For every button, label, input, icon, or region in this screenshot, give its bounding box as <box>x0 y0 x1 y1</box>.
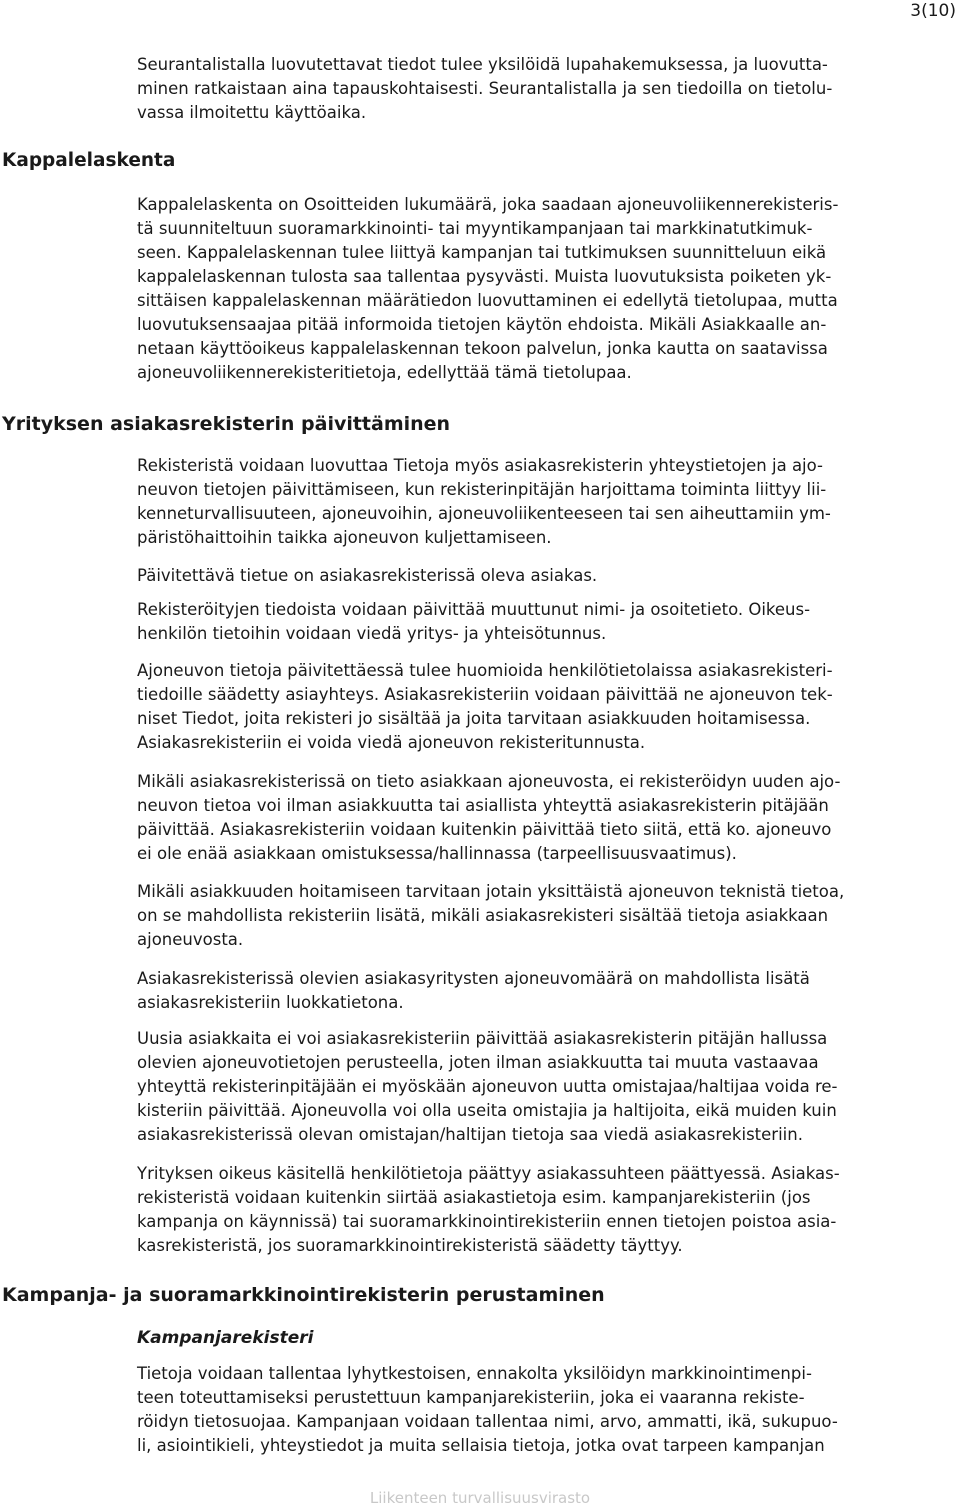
text-line: vassa ilmoitettu käyttöaika. <box>137 103 367 122</box>
text-line: niset Tiedot, joita rekisteri jo sisältää ja joita tarvitaan asiakkuuden hoitamisessa. <box>137 709 811 728</box>
text-line: minen ratkaistaan aina tapauskohtaisesti. Seurantalistalla ja sen tiedoilla on tietolu- <box>137 79 833 98</box>
heading-kappalelaskenta: Kappalelaskenta <box>2 150 176 171</box>
text-line: Rekisteristä voidaan luovuttaa Tietoja myös asiakasrekisterin yhteystietojen ja ajo- <box>137 456 823 475</box>
text-line: Kappalelaskenta on Osoitteiden lukumäärä, joka saadaan ajoneuvoliikennerekisteris- <box>137 195 839 214</box>
paragraph-ajoneuvon-tietoja <box>137 659 952 755</box>
text-line: henkilön tietoihin voidaan viedä yritys- ja yhteisötunnus. <box>137 624 607 643</box>
text-line: Päivitettävä tietue on asiakasrekisterissä oleva asiakas. <box>137 566 598 585</box>
paragraph-uusia-asiakkaita <box>137 1027 952 1147</box>
text-line: ajoneuvoliikennerekisteritietoja, edellyttää tämä tietolupaa. <box>137 363 632 382</box>
text-line: kenneturvallisuuteen, ajoneuvoihin, ajoneuvoliikenteeseen tai sen aiheuttamiin ym- <box>137 504 831 523</box>
paragraph-seurantalista <box>137 53 952 125</box>
text-line: kisteriin päivittää. Ajoneuvolla voi olla useita omistajia ja haltijoita, eikä muiden kuin <box>137 1101 837 1120</box>
text-line: Asiakasrekisteriin ei voida viedä ajoneuvon rekisteritunnusta. <box>137 733 646 752</box>
page-number: 3(10) <box>910 1 956 21</box>
paragraph-kampanjarekisteri <box>137 1362 952 1458</box>
text-line: Tietoja voidaan tallentaa lyhytkestoisen, ennakolta yksilöidyn markkinointimenpi- <box>137 1364 812 1383</box>
text-line: Seurantalistalla luovutettavat tiedot tulee yksilöidä lupahakemuksessa, ja luovutta- <box>137 55 828 74</box>
text-line: Ajoneuvon tietoja päivitettäessä tulee huomioida henkilötietolaissa asiakasrekisteri- <box>137 661 833 680</box>
text-line: kasrekisteristä, jos suoramarkkinointirekisteristä säädetty täyttyy. <box>137 1236 683 1255</box>
text-line: kappalelaskennan tulosta saa tallentaa pysyvästi. Muista luovutuksista poiketen yk- <box>137 267 832 286</box>
text-line: asiakasrekisterissä olevan omistajan/haltijan tietoja saa viedä asiakasrekisteriin. <box>137 1125 803 1144</box>
text-line: luovutuksensaajaa pitää informoida tietojen käytön ehdoista. Mikäli Asiakkaalle an- <box>137 315 827 334</box>
text-line: netaan käyttöoikeus kappalelaskennan tekoon palvelun, jonka kautta on saatavissa <box>137 339 828 358</box>
text-line: yhteyttä rekisterinpitäjään ei myöskään ajoneuvon uutta omistajaa/haltijaa voida re- <box>137 1077 838 1096</box>
paragraph-rekisteroityjen-tiedot <box>137 598 952 646</box>
text-line: olevien ajoneuvotietojen perusteella, joten ilman asiakkuutta tai muuta vastaavaa <box>137 1053 819 1072</box>
text-line: ei ole enää asiakkaan omistuksessa/hallinnassa (tarpeellisuusvaatimus). <box>137 844 737 863</box>
paragraph-mikali-asiakasrekisterissa <box>137 770 952 866</box>
paragraph-ajoneuvomaara <box>137 967 952 1015</box>
text-line: Asiakasrekisterissä olevien asiakasyritysten ajoneuvomäärä on mahdollista lisätä <box>137 969 810 988</box>
text-line: tä suunniteltuun suoramarkkinointi- tai myyntikampanjaan tai markkinatutkimuk- <box>137 219 813 238</box>
paragraph-paivitettava-tietue <box>137 564 952 588</box>
subheading-kampanjarekisteri: Kampanjarekisteri <box>137 1328 314 1348</box>
text-line: ajoneuvosta. <box>137 930 244 949</box>
text-line: Mikäli asiakasrekisterissä on tieto asiakkaan ajoneuvosta, ei rekisteröidyn uuden ajo- <box>137 772 841 791</box>
heading-kampanja-suoramarkkinointi: Kampanja- ja suoramarkkinointirekisterin perustaminen <box>2 1284 605 1306</box>
text-line: sittäisen kappalelaskennan määrätiedon luovuttaminen ei edellytä tietolupaa, mutta <box>137 291 838 310</box>
text-line: li, asiointikieli, yhteystiedot ja muita sellaisia tietoja, jotka ovat tarpeen kampanjan <box>137 1436 825 1455</box>
paragraph-rekisterista-luovuttaa <box>137 454 952 550</box>
text-line: päristöhaittoihin taikka ajoneuvon kuljettamiseen. <box>137 528 552 547</box>
text-line: on se mahdollista rekisteriin lisätä, mikäli asiakasrekisteri sisältää tietoja asiakkaan <box>137 906 829 925</box>
text-line: teen toteuttamiseksi perustettuun kampanjarekisteriin, joka ei vaaranna rekiste- <box>137 1388 805 1407</box>
text-line: asiakasrekisteriin luokkatietona. <box>137 993 404 1012</box>
text-line: rekisteristä voidaan kuitenkin siirtää asiakastietoja esim. kampanjarekisteriin (jos <box>137 1188 811 1207</box>
text-line: seen. Kappalelaskennan tulee liittyä kampanjan tai tutkimuksen suunnitteluun eikä <box>137 243 827 262</box>
text-line: Uusia asiakkaita ei voi asiakasrekisteriin päivittää asiakasrekisterin pitäjän hallussa <box>137 1029 828 1048</box>
text-line: päivittää. Asiakasrekisteriin voidaan kuitenkin päivittää tieto siitä, että ko. ajoneuvo <box>137 820 832 839</box>
footer-organization: Liikenteen turvallisuusvirasto <box>369 1489 591 1507</box>
text-line: neuvon tietojen päivittämiseen, kun rekisterinpitäjän harjoittama toiminta liittyy lii- <box>137 480 827 499</box>
text-line: tiedoille säädetty asiayhteys. Asiakasrekisteriin voidaan päivittää ne ajoneuvon tek- <box>137 685 833 704</box>
paragraph-kappalelaskenta <box>137 193 952 385</box>
text-line: Mikäli asiakkuuden hoitamiseen tarvitaan jotain yksittäistä ajoneuvon teknistä tietoa, <box>137 882 845 901</box>
paragraph-mikali-asiakkuuden <box>137 880 952 952</box>
text-line: neuvon tietoa voi ilman asiakkuutta tai asiallista yhteyttä asiakasrekisterin pitäjään <box>137 796 829 815</box>
text-line: röidyn tietosuojaa. Kampanjaan voidaan tallentaa nimi, arvo, ammatti, ikä, sukupuo- <box>137 1412 838 1431</box>
text-line: kampanja on käynnissä) tai suoramarkkinointirekisteriin ennen tietojen poistoa asia- <box>137 1212 837 1231</box>
heading-yrityksen-asiakasrekisteri: Yrityksen asiakasrekisterin päivittäminen <box>2 413 451 435</box>
paragraph-yrityksen-oikeus <box>137 1162 952 1258</box>
text-line: Yrityksen oikeus käsitellä henkilötietoja päättyy asiakassuhteen päättyessä. Asiakas- <box>137 1164 840 1183</box>
text-line: Rekisteröityjen tiedoista voidaan päivittää muuttunut nimi- ja osoitetieto. Oikeus- <box>137 600 811 619</box>
